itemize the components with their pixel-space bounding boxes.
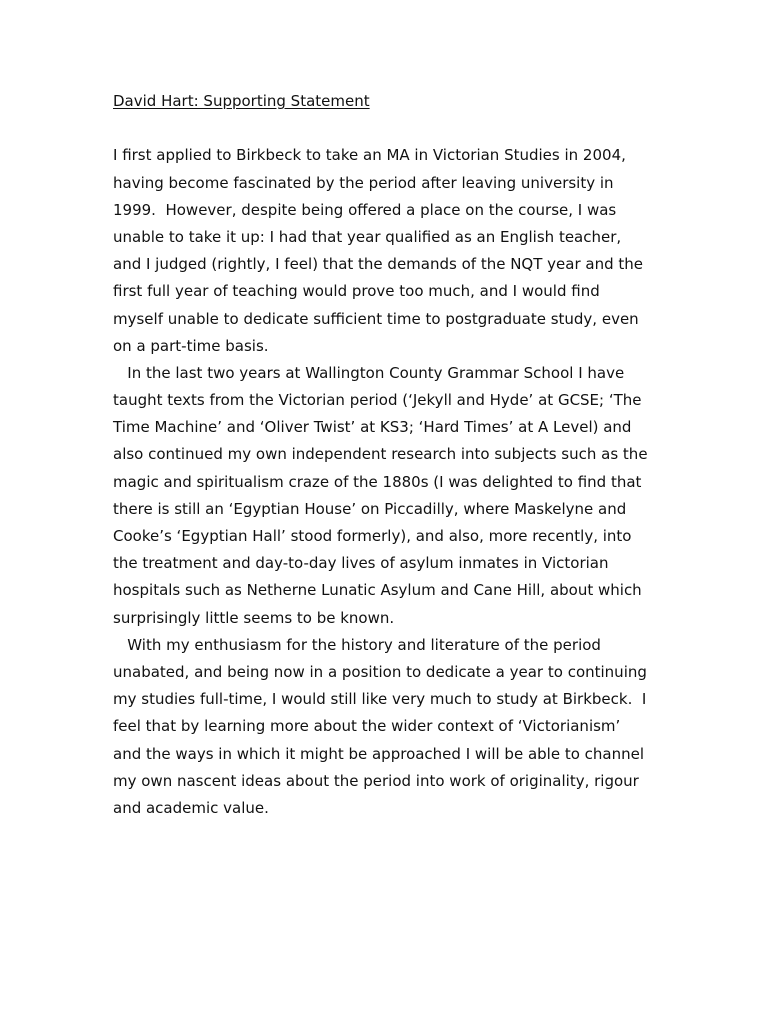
text-line: feel that by learning more about the wider context of ‘Victorianism’ — [113, 717, 621, 736]
text-line: my studies full-time, I would still like very much to study at Birkbeck. I — [113, 690, 647, 709]
text-line: In the last two years at Wallington County Grammar School I have — [113, 363, 625, 382]
text-line: With my enthusiasm for the history and literature of the period — [113, 635, 601, 654]
text-line: and academic value. — [113, 798, 269, 817]
text-line: and I judged (rightly, I feel) that the demands of the NQT year and the — [113, 255, 643, 274]
text-line: surprisingly little seems to be known. — [113, 608, 395, 627]
text-line: my own nascent ideas about the period into work of originality, rigour — [113, 771, 639, 790]
text-line: Time Machine’ and ‘Oliver Twist’ at KS3; ‘Hard Times’ at A Level) and — [113, 418, 632, 437]
text-line: and the ways in which it might be approached I will be able to channel — [113, 744, 645, 763]
document-body — [113, 88, 658, 822]
text-line: Cooke’s ‘Egyptian Hall’ stood formerly), and also, more recently, into — [113, 527, 632, 546]
text-line: I first applied to Birkbeck to take an MA in Victorian Studies in 2004, — [113, 146, 626, 165]
text-line: 1999. However, despite being offered a place on the course, I was — [113, 200, 617, 219]
text-line: on a part-time basis. — [113, 336, 269, 355]
text-line: first full year of teaching would prove too much, and I would find — [113, 282, 600, 301]
text-line: there is still an ‘Egyptian House’ on Piccadilly, where Maskelyne and — [113, 499, 627, 518]
title-spacer — [113, 115, 658, 142]
text-line: unabated, and being now in a position to dedicate a year to continuing — [113, 662, 647, 681]
text-line: the treatment and day-to-day lives of asylum inmates in Victorian — [113, 554, 609, 573]
text-line: magic and spiritualism craze of the 1880s (I was delighted to find that — [113, 472, 642, 491]
text-line: myself unable to dedicate sufficient time to postgraduate study, even — [113, 309, 639, 328]
text-line: unable to take it up: I had that year qualified as an English teacher, — [113, 227, 622, 246]
document-title: David Hart: Supporting Statement — [113, 92, 370, 110]
statement-text — [113, 142, 658, 822]
text-line: also continued my own independent research into subjects such as the — [113, 445, 648, 464]
text-line: taught texts from the Victorian period (‘Jekyll and Hyde’ at GCSE; ‘The — [113, 391, 642, 410]
text-line: hospitals such as Netherne Lunatic Asylum and Cane Hill, about which — [113, 581, 642, 600]
text-line: having become fascinated by the period after leaving university in — [113, 173, 614, 192]
